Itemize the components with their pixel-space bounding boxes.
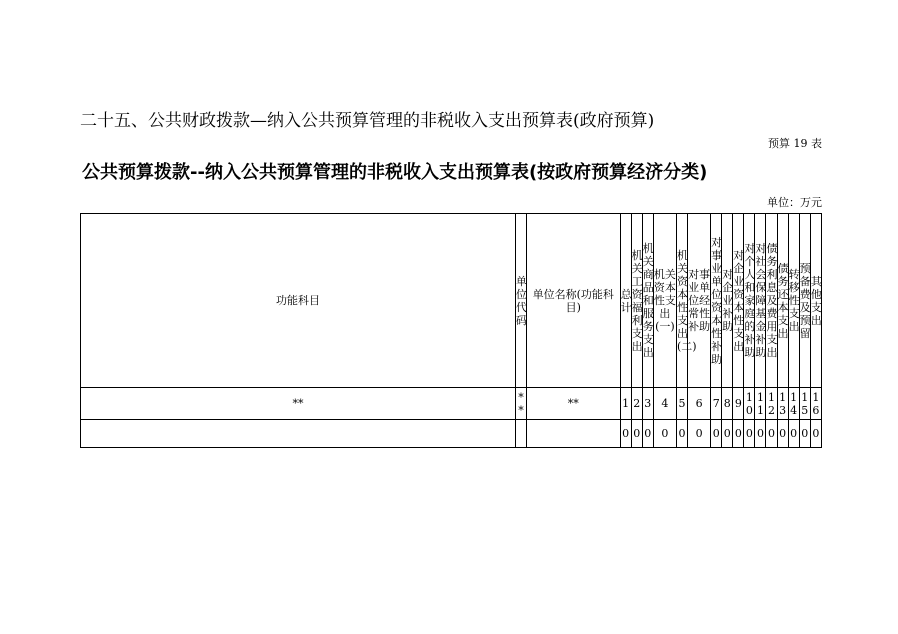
header-col10: 对社会保障基金补助 (755, 214, 766, 388)
unit-label: 单位：万元 (767, 196, 822, 209)
table-number: 预算 19 表 (768, 137, 822, 150)
header-col11: 债务利息及费用支出 (766, 214, 777, 388)
header-col12: 债务还本支出 (777, 214, 788, 388)
index-number: 14 (788, 388, 799, 420)
data-value: 0 (733, 420, 744, 448)
index-number: 10 (744, 388, 755, 420)
index-number: 4 (653, 388, 676, 420)
index-number: 8 (722, 388, 733, 420)
index-number: 9 (733, 388, 744, 420)
index-function-subject: ** (81, 388, 516, 420)
header-col6: 对事业单位资本性补助 (711, 214, 722, 388)
index-number: 2 (631, 388, 642, 420)
header-col2: 机关商品和服务支出 (642, 214, 653, 388)
data-value: 0 (744, 420, 755, 448)
index-number: 1 (620, 388, 631, 420)
header-col4: 机关资本性支出(二) (676, 214, 687, 388)
index-number: 5 (676, 388, 687, 420)
budget-table (80, 213, 822, 448)
data-value: 0 (766, 420, 777, 448)
index-number: 16 (810, 388, 821, 420)
header-unit-code: 单位代码 (515, 214, 526, 388)
header-col14: 预备费及预留 (799, 214, 810, 388)
header-col7: 对企业补助 (722, 214, 733, 388)
data-value: 0 (653, 420, 676, 448)
index-unit-code: ** (515, 388, 526, 420)
data-value: 0 (620, 420, 631, 448)
data-value: 0 (810, 420, 821, 448)
data-value: 0 (631, 420, 642, 448)
header-col15: 其他支出 (810, 214, 821, 388)
index-number: 15 (799, 388, 810, 420)
data-function-subject (81, 420, 516, 448)
index-number: 7 (711, 388, 722, 420)
data-unit-name (526, 420, 620, 448)
header-row (81, 214, 822, 388)
header-col9: 对个人和家庭的补助 (744, 214, 755, 388)
header-total: 总计 (620, 214, 631, 388)
header-col5: 对事业单位经常性补助 (688, 214, 711, 388)
data-unit-code (515, 420, 526, 448)
index-number: 13 (777, 388, 788, 420)
data-value: 0 (688, 420, 711, 448)
index-unit-name: ** (526, 388, 620, 420)
data-value: 0 (788, 420, 799, 448)
index-number: 6 (688, 388, 711, 420)
main-title: 公共预算拨款--纳入公共预算管理的非税收入支出预算表(按政府预算经济分类) (82, 162, 708, 183)
data-value: 0 (722, 420, 733, 448)
data-value: 0 (676, 420, 687, 448)
index-number: 12 (766, 388, 777, 420)
data-value: 0 (711, 420, 722, 448)
data-value: 0 (755, 420, 766, 448)
data-row (81, 420, 822, 448)
index-number: 3 (642, 388, 653, 420)
section-title: 二十五、公共财政拨款—纳入公共预算管理的非税收入支出预算表(政府预算) (80, 111, 655, 131)
header-col1: 机关工资福利支出 (631, 214, 642, 388)
data-value: 0 (777, 420, 788, 448)
index-row (81, 388, 822, 420)
header-unit-name: 单位名称(功能科目) (526, 214, 620, 388)
data-value: 0 (799, 420, 810, 448)
header-col3: 机关资本性支出(一) (653, 214, 676, 388)
header-function-subject: 功能科目 (81, 214, 516, 388)
header-col8: 对企业资本性支出 (733, 214, 744, 388)
data-value: 0 (642, 420, 653, 448)
header-col13: 转移性支出 (788, 214, 799, 388)
index-number: 11 (755, 388, 766, 420)
